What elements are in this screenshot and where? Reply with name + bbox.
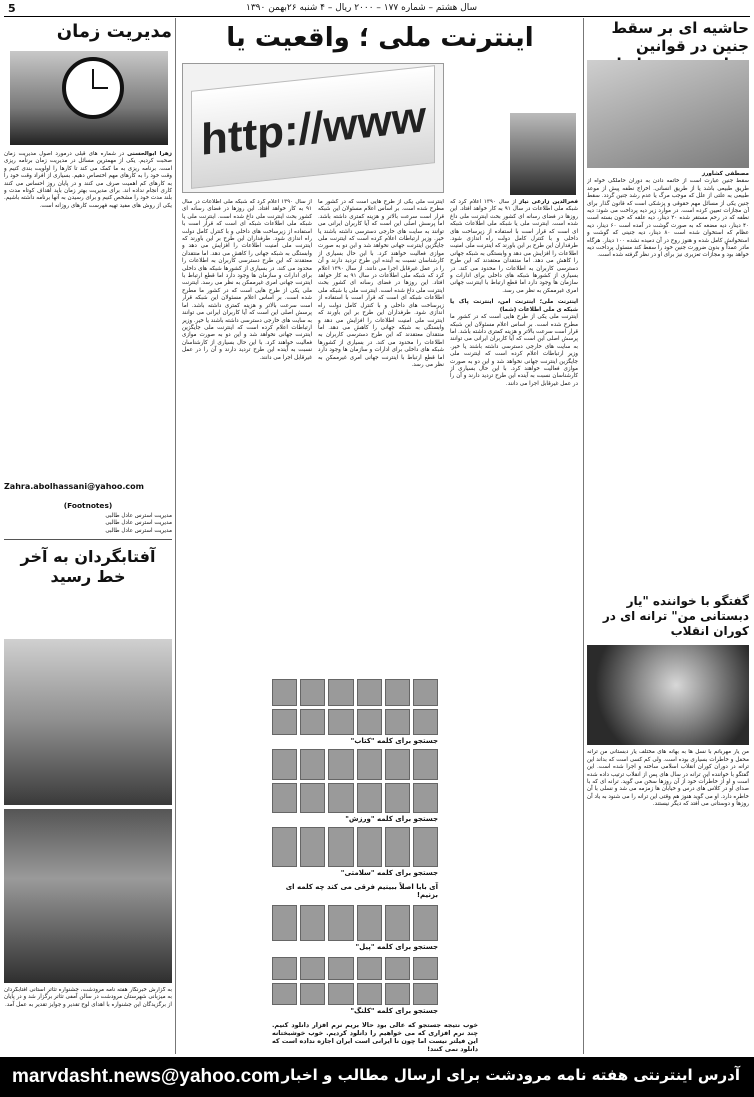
festival-caption: به گزارش خبرنگار هفته نامه مرودشت، جشنواره تئاتر استانی آفتابگردان به میزبانی شهرستان مرودشت در سالن آمفی تئاتر برگزار شد و در پایان از برگزیدگان این جشنواره با اهدای لوح تقدیر و جوایز تقدیر به عمل آمد. [4,987,172,1008]
issue-line: سال هشتم – شماره ۱۷۷ – ۲۰۰۰ ریال – ۴ شنبه ۲۶بهمن ۱۳۹۰ [246,3,478,13]
right-column [587,19,749,1055]
author-email: Zahra.abolhassani@yahoo.com [4,482,145,491]
article-title-sunflower: آفتابگردان به آخر خط رسید [20,547,156,586]
header-rule [4,16,750,17]
article-title-abortion: حاشیه ای بر سقط جنین در قوانین [611,19,749,55]
article-body-song: من یار مهربانم با نسل ها به بهانه های مختلف یار دبستانی من ترانه محفل و خاطرات بسیاری بوده است. ولی کم کسی است که بداند این ترانه در دوران کوران انقلاب اسلامی ساخته و اجرا شده است. این گفتگو با خواننده این ترانه در سال های پس از انقلاب ترتیب داده شده است و او از خاطرات خود از آن روزها سخن می گوید. ترانه ای که با صدای او در کلاس های درس و خیابان ها زمزمه می شد و نسلی با آن خاطره دارد. او می گوید هنوز هم وقتی این ترانه را می شنود به یاد آن روزها و دوستانی می افتد که دیگر نیستند. [587,749,749,808]
article-body-internet-2: اینترنت ملی یکی از طرح هایی است که در کشور ما مطرح شده است. بر اساس اعلام مسئولان این شبکه قرار است سرعت بالاتر و هزینه کمتری داشته باشد. اما پرسش اصلی این است که آیا کاربران ایرانی می توانند به سایت های خارجی دسترسی داشته باشند یا خیر. وزیر ارتباطات اعلام کرده است که اینترنت ملی جایگزین اینترنت جهانی نخواهد شد و این دو به صورت موازی فعالیت خواهند کرد. با این حال بسیاری از کارشناسان نسبت به آینده این طرح تردید دارند و آن را در عمل غیرقابل اجرا می دانند. [450,314,578,387]
article-body-abortion: سقط جنین عبارت است از خاتمه دادن به دوران حاملگی خواه از طریق طبیعی باشد یا از طریق انسانی. اخراج نطفه پیش از موعد طبیعی به علتی از علل که موجب مرگ یا عدم رشد جنین گردد. سقط جنین یکی از مسائل مهم حقوقی و پزشکی است که قانون گذار برای آن مجازات تعیین کرده است. در موارد زیر دیه پرداخت می شود: دیه نطفه که در رحم مستقر شده ۲۰ دینار، دیه علقه که خون بسته است ۴۰ دینار، دیه مضغه که به صورت گوشت در آمده است ۶۰ دینار، دیه عظام که استخوان شده است ۸۰ دینار، دیه جنینی که گوشت و استخوانش کامل شده و هنوز روح در آن دمیده نشده ۱۰۰ دینار. هرگاه مادر عمداً و بدون ضرورت جنین خود را سقط کند مسئول پرداخت دیه خواهد بود و مجازات تعزیری نیز برای او در نظر گرفته شده است. [587,178,749,259]
search-result-book [272,679,438,735]
middle-column [180,19,580,1055]
article-body-internet-cont-4: اینترنت ملی یکی از طرح هایی است که در کشور ما مطرح شده است. بر اساس اعلام مسئولان این شبکه قرار است سرعت بالاتر و هزینه کمتری داشته باشد. اما پرسش اصلی این است که آیا کاربران ایرانی می توانند به سایت های خارجی دسترسی داشته باشند یا خیر. وزیر ارتباطات اعلام کرده است که اینترنت ملی جایگزین اینترنت جهانی نخواهد شد و این دو به صورت موازی فعالیت خواهند کرد. با این حال بسیاری از کارشناسان نسبت به آینده این طرح تردید دارند و آن را در عمل غیرقابل اجرا می دانند. [182,280,312,361]
clock-icon [62,57,124,119]
footnote-item: مدیریت استرس عادل طالبی [105,513,172,519]
search-result-pil [272,905,438,941]
article-body-internet-cont-3: از سال ۱۳۹۰ اعلام کرد که شبکه ملی اطلاعات در سال ۹۱ به کار خواهد افتاد. این روزها در فضای رسانه ای کشور بحث اینترنت ملی داغ شده است. اینترنت ملی یا شبکه ملی اطلاعات شبکه ای است که قرار است با استفاده از زیرساخت های داخلی و با کنترل کامل دولت راه اندازی شود. طرفداران این طرح بر این باورند که اینترنت ملی امنیت اطلاعات را افزایش می دهد و وابستگی به شبکه جهانی را کاهش می دهد. اما منتقدان معتقدند که این طرح دسترسی کاربران به اطلاعات را محدود می کند. در بسیاری از کشورها شبکه های داخلی برای ادارات و سازمان ها وجود دارد اما قطع ارتباط با اینترنت جهانی امری غیرممکن به نظر می رسد. [182,199,312,287]
search-label-health: جستجو برای کلمه "سلامتی" [340,869,438,877]
search-result-health [272,827,438,867]
newspaper-email[interactable]: marvdasht.news@yahoo.com [12,1066,280,1087]
column-divider-right [583,18,584,1054]
url-text: http://www [201,92,426,165]
search-result-sport [272,749,438,813]
page-header [0,0,754,16]
url-bar-image [182,63,444,193]
middle-body-col-right [450,199,578,719]
article-closing-note: خوب نتیجه جستجو که عالی بود حالا بریم نرم افزار دانلود کنیم. چند نرم افزاری که می خواهیم را دانلود کردیم. خوب خوشبختانه این فیلتر نیست اما چون نا ایرانی است ایران اجازه نداده است که دانلود نمی کنند! [272,1021,478,1053]
footnote-item: مدیریت استرس عادل طالبی [105,527,172,534]
byline-abolhassani: زهرا ابوالحسنی [127,151,172,157]
footer-address-label: آدرس اینترنتی هفته نامه مرودشت برای ارسال مطالب و اخبار [281,1066,740,1084]
byline-zarei: فخرالدین زارعی نیاز [519,199,578,205]
byline-keshavarz: مصطفی کشاورز [701,171,749,177]
festival-photo-2 [4,809,172,983]
article-body-internet-cont-2: از سال ۱۳۹۰ اعلام کرد که شبکه ملی اطلاعات در سال ۹۱ به کار خواهد افتاد. این روزها در فضای رسانه ای کشور بحث اینترنت ملی داغ شده است. اینترنت ملی یا شبکه ملی اطلاعات شبکه ای است که قرار است با استفاده از زیرساخت های داخلی و با کنترل کامل دولت راه اندازی شود. طرفداران این طرح بر این باورند که اینترنت ملی امنیت اطلاعات را افزایش می دهد و وابستگی به شبکه جهانی را کاهش می دهد. اما منتقدان معتقدند که این طرح دسترسی کاربران به اطلاعات را محدود می کند. در بسیاری از کشورها شبکه های داخلی برای ادارات و سازمان ها وجود دارد اما قطع ارتباط با اینترنت جهانی امری غیرممکن به نظر می رسد. [318,265,444,368]
footer-banner [0,1057,754,1097]
article-body-internet-cont: اینترنت ملی یکی از طرح هایی است که در کشور ما مطرح شده است. بر اساس اعلام مسئولان این شبکه قرار است سرعت بالاتر و هزینه کمتری داشته باشد. اما پرسش اصلی این است که آیا کاربران ایرانی می توانند به سایت های خارجی دسترسی داشته باشند یا خیر. وزیر ارتباطات اعلام کرده است که اینترنت ملی جایگزین اینترنت جهانی نخواهد شد و این دو به صورت موازی فعالیت خواهند کرد. با این حال بسیاری از کارشناسان نسبت به آینده این طرح تردید دارند و آن را در عمل غیرقابل اجرا می دانند. [318,199,444,272]
section-rule [4,539,172,540]
column-divider-left [175,18,176,1054]
search-label-kolang: جستجو برای کلمه "کلنگ" [350,1007,438,1015]
author-photo [510,113,576,195]
article-title-time: مدیریت زمان [56,21,172,42]
left-column [4,19,172,1055]
page-number: 5 [8,2,16,15]
middle-body-col-center [318,199,444,675]
festival-photo-1 [4,639,172,805]
search-label-book: جستجو برای کلمه "کتاب" [350,737,438,745]
article-body-internet: از سال ۱۳۹۰ اعلام کرد که شبکه ملی اطلاعات در سال ۹۱ به کار خواهد افتاد. این روزها در فضای رسانه ای کشور بحث اینترنت ملی داغ شده است. اینترنت ملی یا شبکه ملی اطلاعات شبکه ای است که قرار است با استفاده از زیرساخت های داخلی و با کنترل کامل دولت راه اندازی شود. طرفداران این طرح بر این باورند که اینترنت ملی امنیت اطلاعات را افزایش می دهد و وابستگی به شبکه جهانی را کاهش می دهد. اما منتقدان معتقدند که این طرح دسترسی کاربران به اطلاعات را محدود می کند. در بسیاری از کشورها شبکه های داخلی برای ادارات و سازمان ها وجود دارد اما قطع ارتباط با اینترنت جهانی امری غیرممکن به نظر می رسد. [450,199,578,294]
search-label-sport: جستجو برای کلمه "ورزش" [345,815,438,823]
article-title-song: گفتگو با خواننده "یار دبستانی من" ترانه ای در کوران انقلاب [602,594,749,639]
article-body-time [4,151,172,477]
article-body-time-text: در شماره های قبلی درمورد اصول مدیریت زمان صحبت کردیم. یکی از مهمترین مسائل در مدیریت زمان برنامه ریزی است. برنامه ریزی به ما کمک می کند تا کارها را اولویت بندی کنیم و وقت خود را به کارهای مهم اختصاص دهیم. بسیاری از افراد وقت خود را به کارهای کم اهمیت صرف می کنند و در پایان روز احساس می کنند کاری انجام نداده اند. برای مدیریت بهتر زمان باید اهداف کوتاه مدت و بلند مدت خود را مشخص کنیم و برای رسیدن به آنها برنامه داشته باشیم. یکی از روش های مفید تهیه فهرست کارهای روزانه است. [4,151,172,209]
footnotes-title: (Footnotes) [63,501,113,510]
clock-man-photo [10,51,168,145]
search-label-pil: جستجو برای کلمه "پیل" [355,943,438,951]
article-title-internet: اینترنت ملی ؛ واقعیت یا [226,23,534,53]
article-photo-fetus [587,60,749,168]
footnotes-list [4,513,172,535]
middle-body-col-left [182,199,312,675]
singer-photo [587,645,749,745]
search-label-any: آی بابا اصلاً ببینیم فرقی می کند چه کلمه ای بزنیم! [285,883,438,899]
footnote-item: مدیریت استرس عادل طالبی [105,520,172,527]
subhead-internet: اینترنت ملی؛ اینترنت امن، اینترنت پاک یا شبکه ی ملی اطلاعات (شما) [450,299,578,313]
search-result-kolang [272,957,438,1005]
